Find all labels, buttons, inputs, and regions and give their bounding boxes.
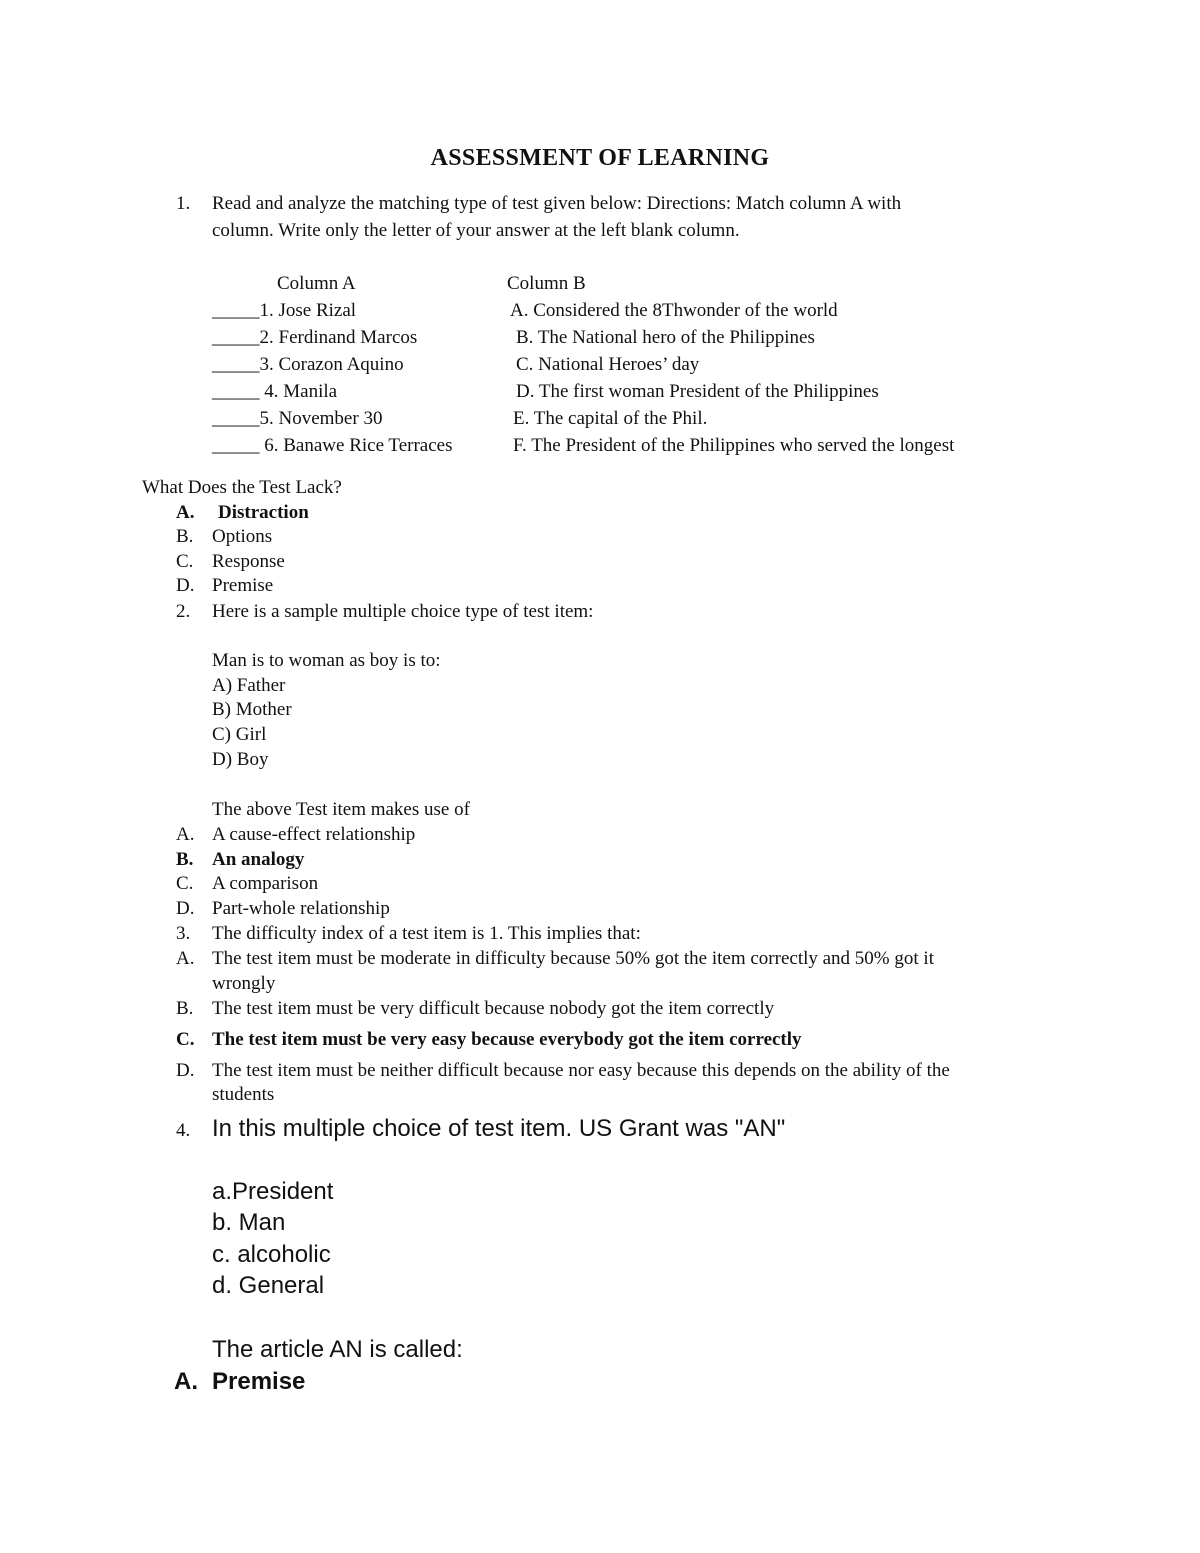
choice-text-continued: students: [212, 1084, 275, 1105]
choice-letter: C.: [176, 1029, 195, 1050]
question-4-option: a.President: [212, 1178, 334, 1205]
choice-text: A comparison: [212, 873, 319, 894]
column-b-item: C. National Heroes’ day: [516, 354, 700, 375]
question-4-text: In this multiple choice of test item. US Grant was "AN": [212, 1115, 786, 1142]
question-3-number: 3.: [176, 923, 191, 944]
choice-letter: C.: [176, 551, 194, 572]
question-4-option: b. Man: [212, 1209, 286, 1236]
choice-letter: B.: [176, 998, 194, 1019]
column-a-item: _____2. Ferdinand Marcos: [212, 327, 418, 348]
question-2-prompt: The above Test item makes use of: [212, 799, 470, 820]
choice-text: Response: [212, 551, 285, 572]
choice-letter: A.: [176, 502, 195, 523]
stem-option: B) Mother: [212, 699, 292, 720]
question-4-number: 4.: [176, 1120, 191, 1141]
column-a-header: Column A: [277, 273, 356, 294]
stem-option: D) Boy: [212, 749, 269, 770]
column-a-item: _____5. November 30: [212, 408, 383, 429]
choice-letter: B.: [176, 849, 194, 870]
question-4-option: d. General: [212, 1272, 325, 1299]
choice-text: A cause-effect relationship: [212, 824, 416, 845]
choice-text-continued: wrongly: [212, 973, 276, 994]
choice-text: Premise: [212, 575, 274, 596]
column-b-item: E. The capital of the Phil.: [513, 408, 708, 429]
question-1-prompt: What Does the Test Lack?: [142, 477, 342, 498]
stem-option: C) Girl: [212, 724, 267, 745]
choice-text: The test item must be moderate in difficulty because 50% got the item correctly and 50% got it: [212, 948, 934, 969]
column-b-header: Column B: [507, 273, 586, 294]
question-1-number: 1.: [176, 193, 191, 214]
column-b-item: B. The National hero of the Philippines: [516, 327, 815, 348]
question-2-text: Here is a sample multiple choice type of test item:: [212, 601, 594, 622]
stem-option: A) Father: [212, 675, 286, 696]
question-2-number: 2.: [176, 601, 191, 622]
choice-letter: D.: [176, 575, 195, 596]
choice-letter: D.: [176, 1060, 195, 1081]
column-b-item: D. The first woman President of the Philippines: [516, 381, 879, 402]
choice-letter: C.: [176, 873, 194, 894]
question-2-stem: Man is to woman as boy is to:: [212, 650, 441, 671]
question-3-text: The difficulty index of a test item is 1. This implies that:: [212, 923, 641, 944]
column-a-item: _____ 4. Manila: [212, 381, 338, 402]
column-a-item: _____3. Corazon Aquino: [212, 354, 404, 375]
choice-text: Part-whole relationship: [212, 898, 390, 919]
choice-letter: A.: [176, 948, 195, 969]
choice-text-correct: The test item must be very easy because everybody got the item correctly: [212, 1029, 802, 1050]
column-a-item: _____ 6. Banawe Rice Terraces: [212, 435, 453, 456]
choice-letter: D.: [176, 898, 195, 919]
choice-text: The test item must be neither difficult because nor easy because this depends on the ability of the: [212, 1060, 950, 1081]
question-1-text-line2: column. Write only the letter of your answer at the left blank column.: [212, 220, 740, 241]
question-4-option: c. alcoholic: [212, 1241, 331, 1268]
answer-text: Premise: [212, 1368, 306, 1395]
column-a-item: _____1. Jose Rizal: [212, 300, 357, 321]
question-4-prompt: The article AN is called:: [212, 1336, 463, 1363]
choice-text: Options: [212, 526, 273, 547]
choice-letter: A.: [176, 824, 195, 845]
choice-letter: B.: [176, 526, 194, 547]
choice-text: The test item must be very difficult because nobody got the item correctly: [212, 998, 775, 1019]
page-title: ASSESSMENT OF LEARNING: [430, 145, 770, 171]
choice-text-correct: Distraction: [218, 502, 309, 523]
question-1-text-line1: Read and analyze the matching type of test given below: Directions: Match column A with: [212, 193, 902, 214]
column-b-item: F. The President of the Philippines who served the longest: [513, 435, 955, 456]
answer-letter: A.: [174, 1368, 198, 1395]
choice-text-correct: An analogy: [212, 849, 305, 870]
column-b-item: A. Considered the 8Thwonder of the world: [510, 300, 838, 321]
